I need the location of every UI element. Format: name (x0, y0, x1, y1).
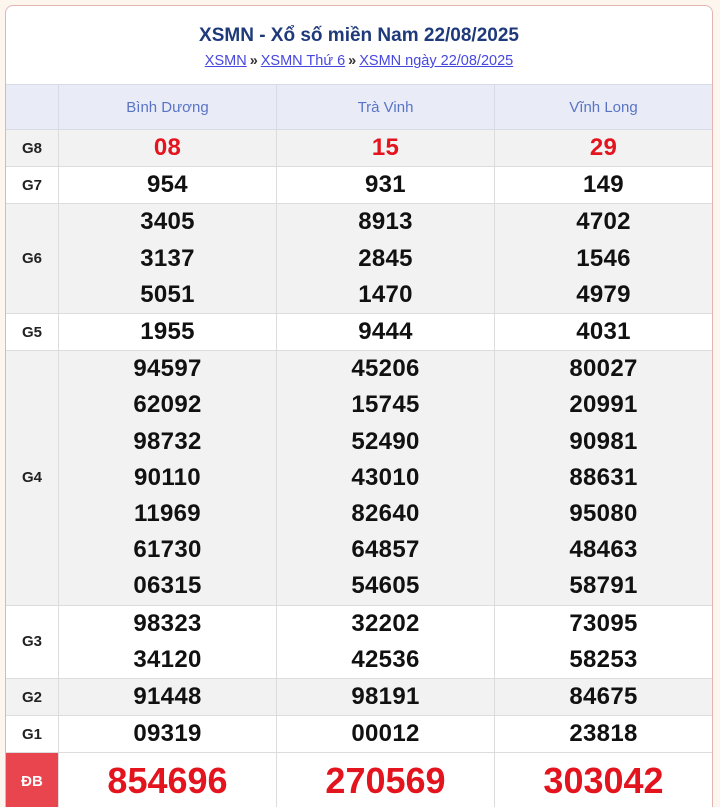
result-number: 29 (589, 134, 618, 161)
result-cell (277, 204, 495, 314)
result-cell (495, 314, 713, 351)
result-number: 80027 (569, 355, 638, 383)
result-number: 95080 (569, 500, 638, 528)
result-number-list (59, 716, 276, 752)
result-number-list (59, 606, 276, 678)
result-number: 149 (583, 171, 624, 199)
result-cell (277, 753, 495, 807)
result-cell (59, 679, 277, 716)
result-number-list (59, 167, 276, 203)
result-cell (495, 753, 713, 807)
result-cell (59, 605, 277, 678)
result-number: 3405 (140, 208, 195, 236)
result-number: 98732 (133, 427, 202, 455)
result-cell (495, 167, 713, 204)
results-body (6, 130, 713, 807)
results-card (5, 5, 713, 807)
result-number-list (495, 679, 712, 715)
result-cell (277, 314, 495, 351)
result-number: 8913 (358, 208, 413, 236)
result-number-list (495, 753, 712, 807)
result-number: 64857 (351, 536, 420, 564)
prize-row-đb (6, 753, 713, 807)
result-number: 4031 (576, 318, 631, 346)
result-number: 09319 (133, 720, 202, 748)
result-cell (59, 716, 277, 753)
result-cell (59, 351, 277, 605)
result-number-list (59, 351, 276, 604)
result-number: 4702 (576, 208, 631, 236)
result-number-list (277, 314, 494, 350)
result-number-list (277, 679, 494, 715)
result-number: 4979 (576, 280, 631, 308)
result-number-list (277, 753, 494, 807)
result-number-list (495, 716, 712, 752)
result-cell (495, 679, 713, 716)
result-number-list (495, 130, 712, 166)
result-number: 20991 (569, 391, 638, 419)
prize-row-g8 (6, 130, 713, 167)
result-number: 9444 (358, 318, 413, 346)
result-number: 23818 (569, 720, 638, 748)
result-number: 32202 (351, 609, 420, 637)
result-number: 2845 (358, 244, 413, 272)
result-number: 73095 (569, 609, 638, 637)
special-prize-number: 270569 (325, 760, 446, 802)
result-cell (277, 130, 495, 167)
result-cell (59, 130, 277, 167)
result-number-list (59, 204, 276, 313)
result-number-list (495, 167, 712, 203)
result-number: 5051 (140, 280, 195, 308)
breadcrumb-link-xsmn[interactable]: XSMN (204, 53, 247, 69)
result-number: 1470 (358, 280, 413, 308)
prize-label: G4 (6, 351, 59, 605)
result-number: 88631 (569, 463, 638, 491)
result-number: 00012 (351, 720, 420, 748)
special-prize-number: 854696 (107, 760, 228, 802)
prize-row-g3 (6, 605, 713, 678)
result-number: 1955 (140, 318, 195, 346)
result-number-list (277, 130, 494, 166)
result-number: 98323 (133, 609, 202, 637)
result-cell (495, 605, 713, 678)
result-cell (59, 204, 277, 314)
breadcrumb-separator: » (249, 53, 258, 69)
prize-label: G1 (6, 716, 59, 753)
result-cell (495, 351, 713, 605)
result-number-list (495, 606, 712, 678)
breadcrumb-separator: » (348, 53, 357, 69)
result-cell (495, 204, 713, 314)
result-number: 91448 (133, 683, 202, 711)
province-header[interactable]: Bình Dương (59, 85, 277, 130)
result-number: 90110 (134, 463, 201, 491)
prize-label: ĐB (6, 753, 59, 807)
result-number: 43010 (351, 463, 420, 491)
result-number-list (59, 753, 276, 807)
prize-label: G8 (6, 130, 59, 167)
prize-label: G2 (6, 679, 59, 716)
prize-row-g2 (6, 679, 713, 716)
results-table (5, 84, 713, 807)
result-number: 52490 (351, 427, 420, 455)
result-number: 58253 (569, 645, 638, 673)
result-cell (59, 167, 277, 204)
prize-row-g7 (6, 167, 713, 204)
breadcrumb (6, 52, 712, 70)
result-cell (495, 130, 713, 167)
result-number: 62092 (133, 391, 202, 419)
result-number: 08 (153, 134, 182, 161)
province-header[interactable]: Vĩnh Long (495, 85, 713, 130)
prize-row-g4 (6, 351, 713, 605)
result-number: 34120 (133, 645, 202, 673)
result-number: 82640 (351, 500, 420, 528)
result-cell (59, 314, 277, 351)
prize-label: G7 (6, 167, 59, 204)
result-number: 931 (365, 171, 406, 199)
result-number: 954 (147, 171, 188, 199)
result-cell (277, 716, 495, 753)
prize-row-g5 (6, 314, 713, 351)
page-title: XSMN - Xổ số miền Nam 22/08/2025 (199, 25, 519, 46)
result-number: 48463 (569, 536, 638, 564)
result-number: 98191 (351, 683, 420, 711)
result-number: 90981 (569, 427, 638, 455)
result-number: 11969 (134, 500, 201, 528)
prize-row-g6 (6, 204, 713, 314)
result-number-list (277, 351, 494, 604)
result-number: 15 (371, 134, 400, 161)
province-header[interactable]: Trà Vinh (277, 85, 495, 130)
result-cell (495, 716, 713, 753)
result-number-list (59, 679, 276, 715)
result-number-list (277, 167, 494, 203)
result-number: 58791 (569, 572, 638, 600)
prize-row-g1 (6, 716, 713, 753)
result-number: 3137 (140, 244, 195, 272)
result-number-list (495, 314, 712, 350)
prize-column-header (6, 85, 59, 130)
result-number: 84675 (569, 683, 638, 711)
special-prize-number: 303042 (543, 760, 664, 802)
result-cell (277, 679, 495, 716)
breadcrumb-link-xsmn-date[interactable]: XSMN ngày 22/08/2025 (359, 53, 514, 69)
result-number: 42536 (351, 645, 420, 673)
result-cell (277, 605, 495, 678)
result-number: 06315 (133, 572, 202, 600)
result-number-list (277, 716, 494, 752)
result-cell (277, 167, 495, 204)
prize-label: G3 (6, 605, 59, 678)
province-header-row (6, 85, 713, 130)
result-number: 15745 (351, 391, 420, 419)
result-number-list (495, 351, 712, 604)
result-number-list (59, 130, 276, 166)
result-number: 94597 (133, 355, 202, 383)
result-cell (59, 753, 277, 807)
result-number: 1546 (576, 244, 631, 272)
result-number-list (277, 606, 494, 678)
result-number-list (495, 204, 712, 313)
result-number: 54605 (351, 572, 420, 600)
result-number: 45206 (351, 355, 420, 383)
prize-label: G5 (6, 314, 59, 351)
breadcrumb-link-xsmn-thu-6[interactable]: XSMN Thứ 6 (260, 53, 346, 69)
prize-label: G6 (6, 204, 59, 314)
result-number-list (59, 314, 276, 350)
result-number-list (277, 204, 494, 313)
result-cell (277, 351, 495, 605)
results-header (6, 6, 712, 84)
result-number: 61730 (133, 536, 202, 564)
